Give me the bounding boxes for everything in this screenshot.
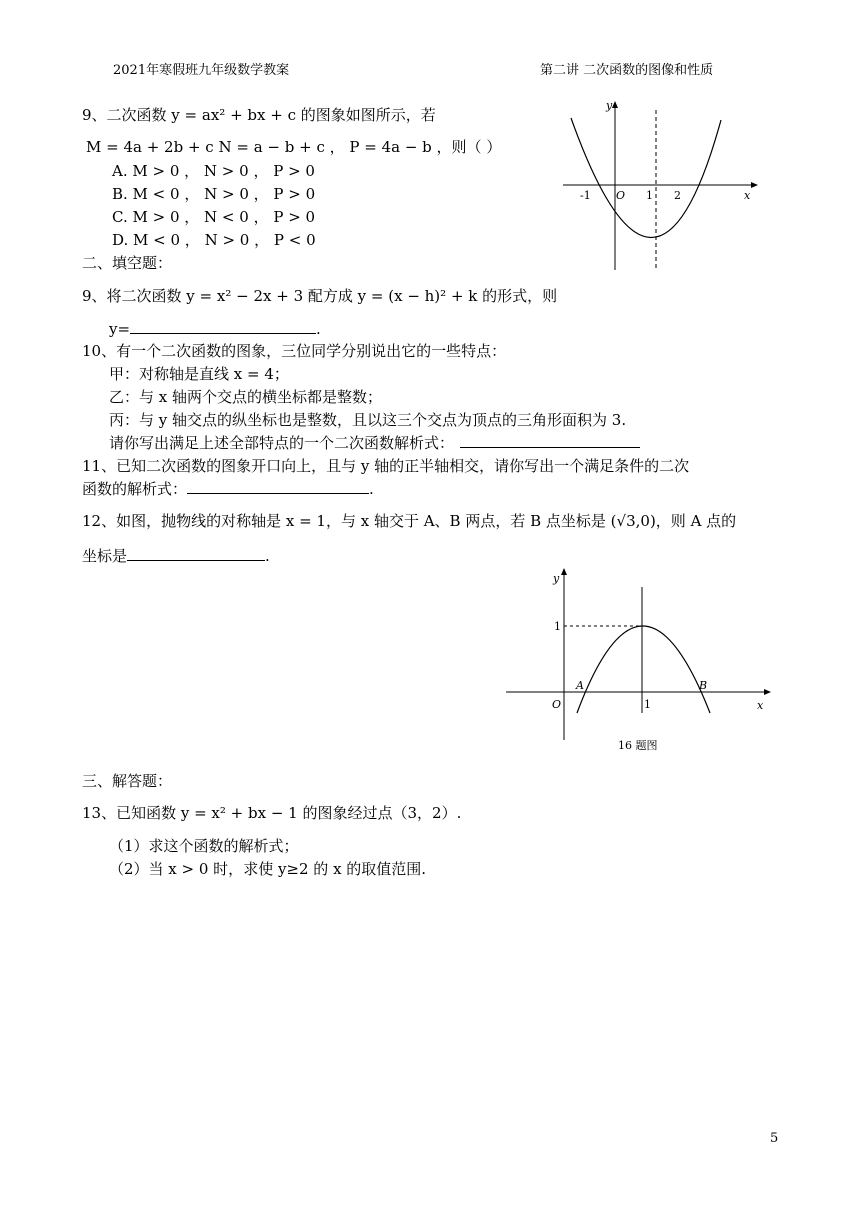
x-label: x (744, 189, 751, 202)
q9b-line1: 9、将二次函数 y = x² − 2x + 3 配方成 y = (x − h)² + k 的形式，则 (82, 287, 558, 305)
header-right: 第二讲 二次函数的图像和性质 (540, 63, 714, 78)
q9a-option-a: A. M > 0 ， N > 0 ， P > 0 (112, 162, 315, 180)
q11-line2: 函数的解析式： . (82, 480, 374, 498)
q9a-line2: M = 4a + 2b + c N = a − b + c ， P = 4a − b ，则（ ） (86, 138, 502, 156)
figure-caption: 16 题图 (618, 739, 658, 752)
q10-yi: 乙：与 x 轴两个交点的横坐标都是整数； (109, 388, 382, 406)
q9a-line1: 9、二次函数 y = ax² + bx + c 的图象如图所示，若 (82, 106, 436, 124)
q11-answer-blank[interactable] (187, 479, 369, 494)
q12-line1: 12、如图，抛物线的对称轴是 x = 1，与 x 轴交于 A、B 两点，若 B 点坐标是 (√3,0)，则 A 点的 (82, 512, 737, 530)
q9a-option-b: B. M < 0 ， N > 0 ， P > 0 (112, 185, 316, 203)
q12-line2: 坐标是 . (82, 547, 270, 565)
y-label: y (553, 572, 560, 585)
header-left: 2021年寒假班九年级数学教案 (113, 63, 290, 78)
q10-line1: 10、有一个二次函数的图象，三位同学分别说出它的一些特点： (82, 342, 507, 360)
y-axis-arrow (561, 568, 567, 575)
q11-line2-text: 函数的解析式： (82, 480, 188, 498)
point-b-label: B (699, 679, 708, 692)
q11-line1: 11、已知二次函数的图象开口向上，且与 y 轴的正半轴相交，请你写出一个满足条件的二次 (82, 457, 690, 475)
origin-label: O (552, 698, 562, 711)
tick-2: 2 (674, 189, 681, 202)
point-a-label: A (576, 679, 584, 692)
q12-line2-text: 坐标是 (82, 547, 128, 565)
x-axis-arrow (751, 182, 758, 188)
q13-part1: （1）求这个函数的解析式； (109, 837, 299, 855)
tick-y-1: 1 (554, 620, 561, 633)
y-label: y (606, 99, 613, 112)
figure-parabola-down (500, 565, 775, 755)
tick-1: 1 (646, 189, 653, 202)
y-axis-arrow (612, 101, 618, 108)
tick-x-1: 1 (644, 698, 651, 711)
x-axis-arrow (764, 689, 771, 695)
q10-ask (109, 433, 640, 453)
q13-line1: 13、已知函数 y = x² + bx − 1 的图象经过点（3，2）. (82, 804, 462, 822)
q10-jia: 甲：对称轴是直线 x = 4； (109, 365, 289, 383)
q13-part2: （2）当 x > 0 时，求使 y≥2 的 x 的取值范围. (109, 860, 427, 878)
section-2-title: 二、填空题： (82, 254, 173, 272)
q9b-line2: y= . (109, 320, 321, 338)
page-number: 5 (770, 1131, 779, 1146)
parabola-curve (571, 118, 721, 238)
tick-minus-1: -1 (580, 189, 591, 202)
x-label: x (757, 699, 764, 712)
section-3-title: 三、解答题： (82, 772, 173, 790)
q9b-prefix: y= (109, 320, 131, 338)
figure-parabola-up (555, 98, 760, 273)
q9a-option-c: C. M > 0 ， N < 0 ， P > 0 (112, 208, 316, 226)
q10-bing: 丙：与 y 轴交点的纵坐标也是整数，且以这三个交点为顶点的三角形面积为 3. (109, 411, 627, 429)
q9a-option-d: D. M < 0 ， N > 0 ， P < 0 (112, 231, 316, 249)
q10-ask-text: 请你写出满足上述全部特点的一个二次函数解析式： (109, 434, 455, 452)
q10-answer-blank[interactable] (460, 433, 640, 448)
q12-answer-blank[interactable] (127, 546, 265, 561)
origin-label: O (616, 189, 626, 202)
q9b-answer-blank[interactable] (130, 319, 316, 334)
